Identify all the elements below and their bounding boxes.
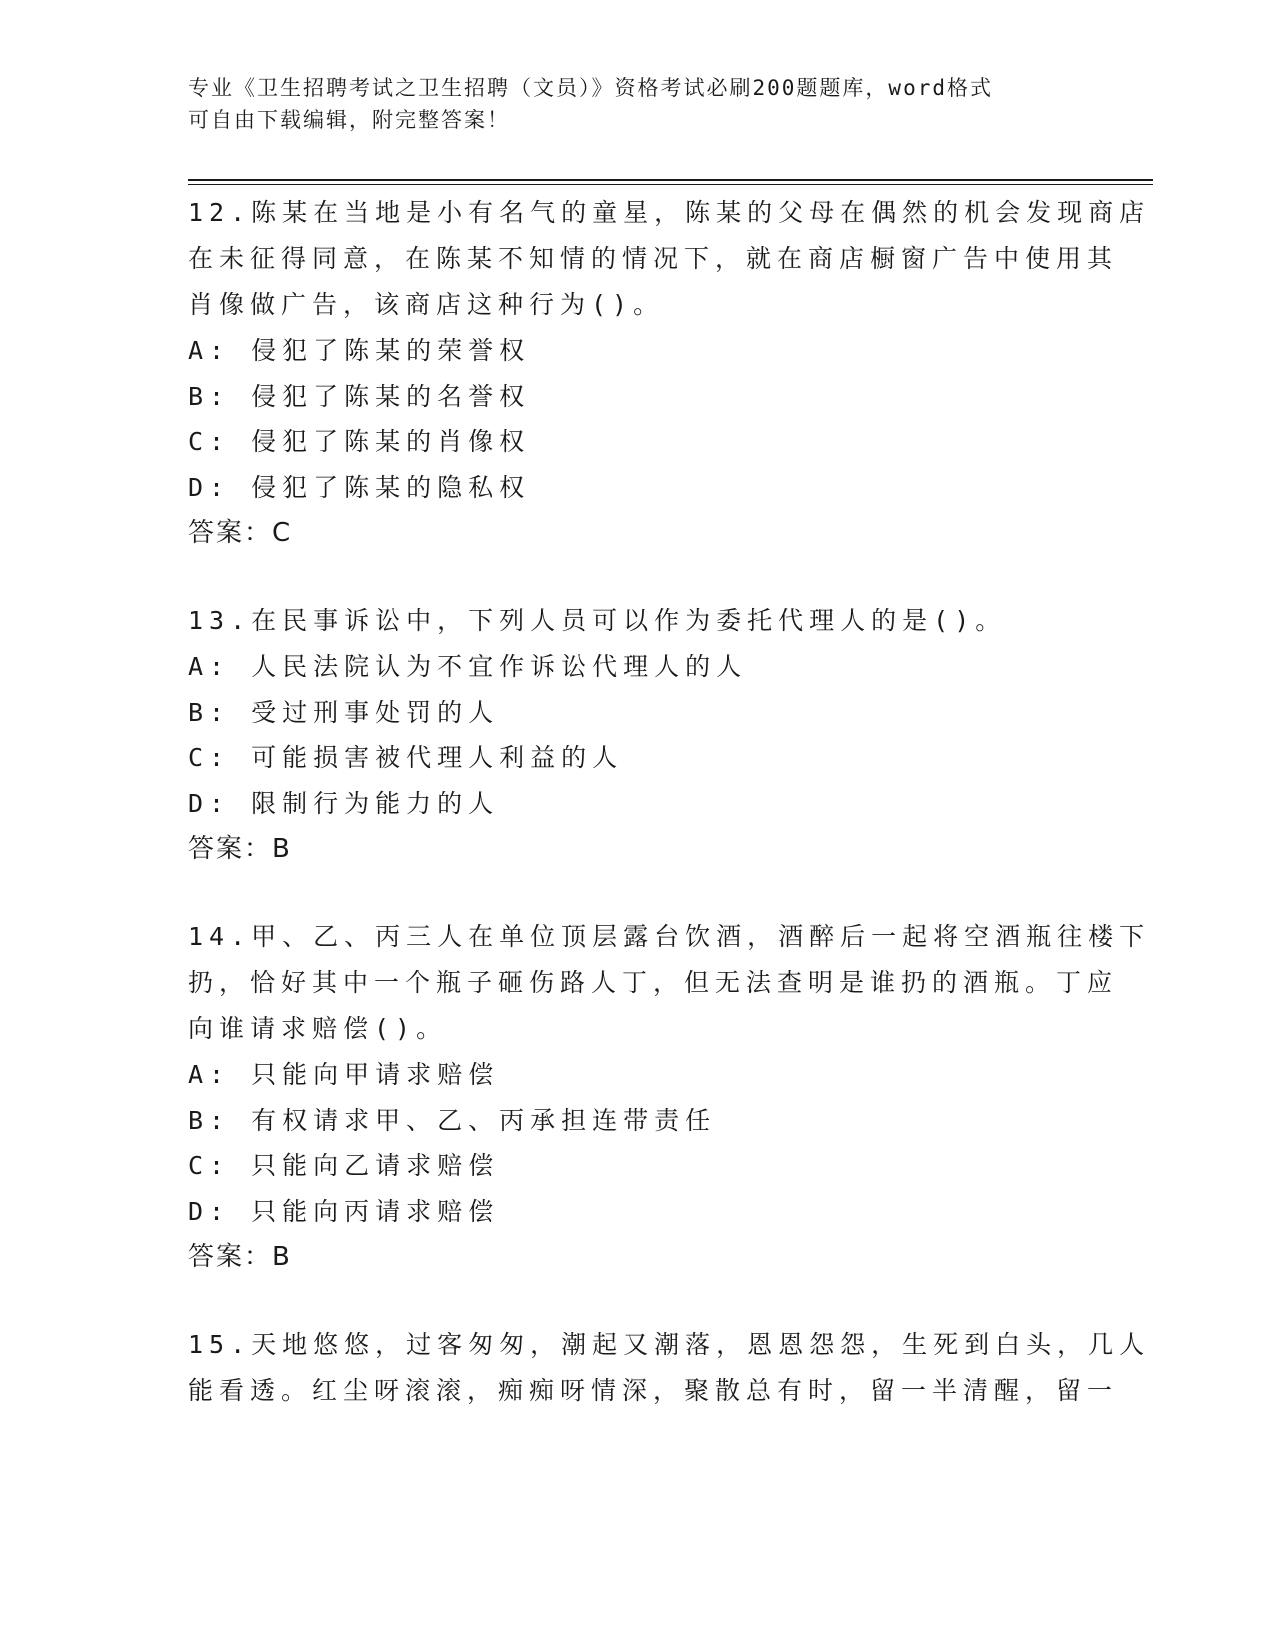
option-c: C: 侵犯了陈某的肖像权	[188, 427, 531, 456]
option-b: B: 受过刑事处罚的人	[188, 697, 500, 727]
header-divider	[188, 179, 1153, 185]
answer-line: 答案：C	[188, 518, 293, 548]
option-d: D: 只能向丙请求赔偿	[188, 1196, 500, 1226]
question-stem-line: 扔，恰好其中一个瓶子砸伤路人丁，但无法查明是谁扔的酒瓶。丁应	[188, 968, 1119, 997]
header-line-2: 可自由下载编辑，附完整答案！	[188, 108, 510, 132]
option-c: C: 可能损害被代理人利益的人	[188, 743, 624, 772]
question-12	[188, 190, 1151, 556]
question-stem-line: 14.甲、乙、丙三人在单位顶层露台饮酒，酒醉后一起将空酒瓶往楼下	[188, 922, 1151, 951]
question-stem-line: 肖像做广告，该商店这种行为()。	[188, 290, 665, 319]
question-stem-line: 在未征得同意，在陈某不知情的情况下，就在商店橱窗广告中使用其	[188, 244, 1119, 273]
answer-line: 答案：B	[188, 834, 292, 864]
option-a: A: 侵犯了陈某的荣誉权	[188, 336, 531, 365]
option-c: C: 只能向乙请求赔偿	[188, 1151, 500, 1180]
option-b: B: 侵犯了陈某的名誉权	[188, 381, 531, 411]
option-d: D: 限制行为能力的人	[188, 788, 500, 818]
question-stem-line: 13.在民事诉讼中，下列人员可以作为委托代理人的是()。	[188, 606, 1007, 635]
question-stem-line: 12.陈某在当地是小有名气的童星，陈某的父母在偶然的机会发现商店	[188, 198, 1151, 227]
question-14	[188, 914, 1151, 1280]
question-15	[188, 1322, 1151, 1414]
header-line-1: 专业《卫生招聘考试之卫生招聘（文员）》资格考试必刷200题题库，word格式	[188, 76, 993, 100]
option-a: A: 人民法院认为不宜作诉讼代理人的人	[188, 652, 748, 681]
question-stem-line: 15.天地悠悠，过客匆匆，潮起又潮落，恩恩怨怨，生死到白头，几人	[188, 1330, 1151, 1359]
question-list	[188, 190, 1151, 1414]
page-header	[188, 72, 1088, 136]
option-d: D: 侵犯了陈某的隐私权	[188, 472, 531, 502]
question-stem-line: 向谁请求赔偿()。	[188, 1014, 448, 1043]
option-a: A: 只能向甲请求赔偿	[188, 1060, 500, 1089]
option-b: B: 有权请求甲、乙、丙承担连带责任	[188, 1105, 717, 1135]
question-stem-line: 能看透。红尘呀滚滚，痴痴呀情深，聚散总有时，留一半清醒，留一	[188, 1376, 1119, 1405]
answer-line: 答案：B	[188, 1242, 292, 1272]
question-13	[188, 598, 1088, 872]
